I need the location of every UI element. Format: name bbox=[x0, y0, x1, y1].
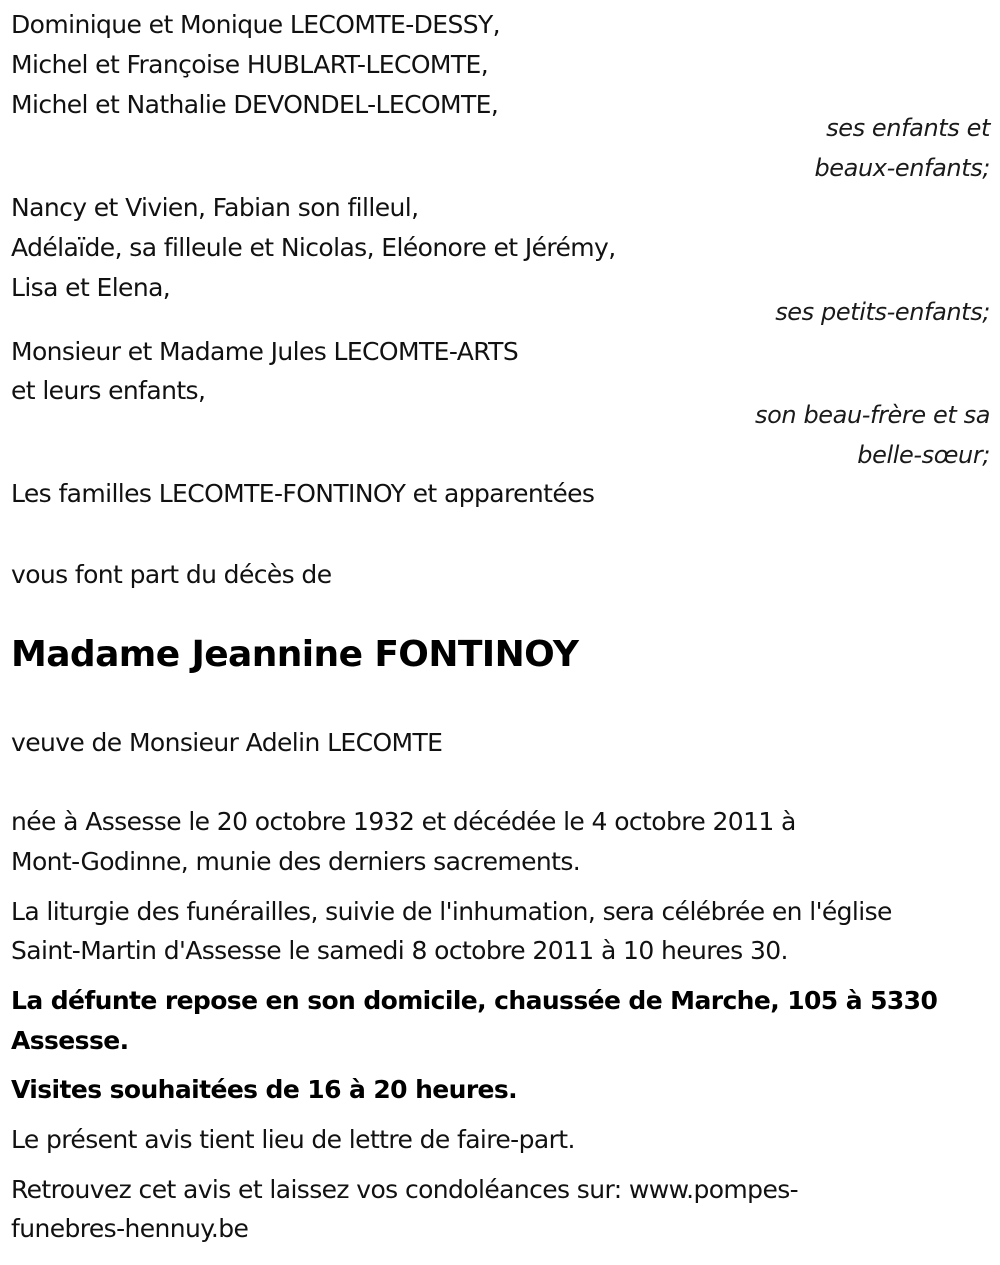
family-line: Dominique et Monique LECOMTE-DESSY, bbox=[11, 10, 501, 39]
funeral-line: Saint-Martin d'Assesse le samedi 8 octobre 2011 à 10 heures 30. bbox=[11, 936, 788, 965]
rests-at-line: La défunte repose en son domicile, chaussée de Marche, 105 à 5330 bbox=[11, 986, 938, 1015]
relation-caption: ses enfants et bbox=[826, 114, 990, 142]
notice-line: Le présent avis tient lieu de lettre de faire-part. bbox=[11, 1125, 575, 1154]
family-line: Michel et Françoise HUBLART-LECOMTE, bbox=[11, 50, 489, 79]
relation-caption: beaux-enfants; bbox=[814, 154, 990, 182]
family-line: Michel et Nathalie DEVONDEL-LECOMTE, bbox=[11, 90, 499, 119]
family-line: Lisa et Elena, bbox=[11, 273, 171, 302]
birth-death-line: Mont-Godinne, munie des derniers sacrements. bbox=[11, 847, 581, 876]
funeral-line: La liturgie des funérailles, suivie de l'inhumation, sera célébrée en l'église bbox=[11, 897, 892, 926]
relation-caption: son beau-frère et sa bbox=[755, 401, 990, 429]
visits-line: Visites souhaitées de 16 à 20 heures. bbox=[11, 1075, 518, 1104]
rests-at-line: Assesse. bbox=[11, 1026, 129, 1055]
birth-death-line: née à Assesse le 20 octobre 1932 et décédée le 4 octobre 2011 à bbox=[11, 807, 796, 836]
deceased-name: Madame Jeannine FONTINOY bbox=[11, 634, 579, 675]
intro-line: vous font part du décès de bbox=[11, 560, 332, 589]
condolences-link[interactable]: funebres-hennuy.be bbox=[11, 1214, 249, 1243]
family-line: et leurs enfants, bbox=[11, 376, 206, 405]
family-line: Monsieur et Madame Jules LECOMTE-ARTS bbox=[11, 337, 519, 366]
relation-caption: ses petits-enfants; bbox=[775, 298, 990, 326]
condolences-line[interactable]: Retrouvez cet avis et laissez vos condoléances sur: www.pompes- bbox=[11, 1175, 799, 1204]
family-line: Nancy et Vivien, Fabian son filleul, bbox=[11, 193, 419, 222]
relation-caption: belle-sœur; bbox=[857, 441, 990, 469]
family-line: Adélaïde, sa filleule et Nicolas, Eléonore et Jérémy, bbox=[11, 233, 616, 262]
families-line: Les familles LECOMTE-FONTINOY et apparentées bbox=[11, 479, 595, 508]
widow-of-line: veuve de Monsieur Adelin LECOMTE bbox=[11, 728, 443, 757]
